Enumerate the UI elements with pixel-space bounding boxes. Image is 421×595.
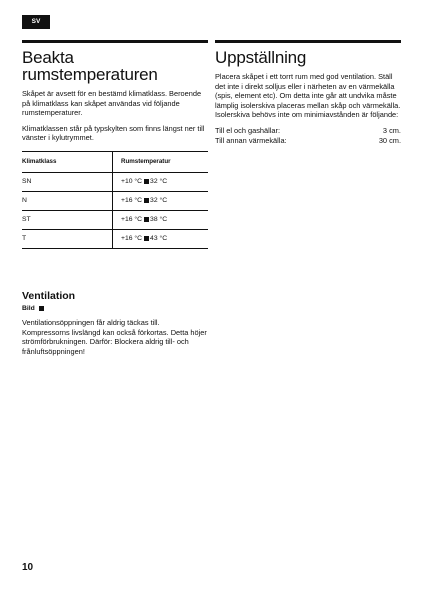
room-temperature-header: Rumstemperatur xyxy=(113,151,209,172)
distance-label: Till annan värmekälla: xyxy=(215,135,287,145)
range-separator-icon xyxy=(144,198,149,203)
class-cell: ST xyxy=(22,210,113,229)
range-separator-icon xyxy=(144,217,149,222)
table-row xyxy=(22,229,208,248)
class-cell: N xyxy=(22,191,113,210)
range-cell xyxy=(113,191,209,210)
ventilation-paragraph: Ventilationsöppningen får aldrig täckas till. Kompressorns livslängd kan också förkortas. Detta höjer strömförbrukningen. Därför: Blockera aldrig till- och frånluftsöppningen! xyxy=(22,318,207,356)
title-line-1: Beakta xyxy=(22,48,74,67)
room-temperature-section xyxy=(22,40,208,249)
range-separator-icon xyxy=(144,179,149,184)
table-row xyxy=(22,191,208,210)
figure-reference xyxy=(22,305,208,312)
distance-value: 3 cm. xyxy=(382,125,401,135)
figure-label: Bild xyxy=(22,305,35,312)
rating-plate-paragraph: Klimatklassen står på typskylten som finns längst ner till vänster i kylutrymmet. xyxy=(22,123,205,143)
range-separator-icon xyxy=(144,236,149,241)
range-to: 32 °C xyxy=(150,178,168,186)
room-temperature-title xyxy=(22,49,208,83)
climate-class-table xyxy=(22,151,208,249)
installation-section xyxy=(215,40,401,145)
range-from: +16 °C xyxy=(121,216,143,224)
distance-label: Till el och gashällar: xyxy=(215,125,281,135)
section-rule xyxy=(215,40,401,43)
ventilation-section xyxy=(22,290,208,362)
ventilation-title: Ventilation xyxy=(22,290,76,302)
range-from: +10 °C xyxy=(121,178,143,186)
title-line-2: rumstemperaturen xyxy=(22,65,158,84)
page-number: 10 xyxy=(22,562,34,573)
class-cell: T xyxy=(22,229,113,248)
distance-row xyxy=(215,126,401,136)
installation-title: Uppställning xyxy=(215,48,307,67)
distance-row xyxy=(215,136,401,146)
language-badge: SV xyxy=(22,15,50,29)
figure-number-icon xyxy=(39,306,44,311)
class-cell: SN xyxy=(22,172,113,191)
section-rule xyxy=(22,40,208,43)
range-cell xyxy=(113,172,209,191)
range-cell xyxy=(113,210,209,229)
range-to: 38 °C xyxy=(150,216,168,224)
climate-class-paragraph: Skåpet är avsett för en bestämd klimatklass. Beroende på klimatklass kan skåpet användas vid följande rumstemperaturer. xyxy=(22,89,202,118)
table-header-row xyxy=(22,151,208,172)
climate-class-header: Klimatklass xyxy=(22,151,113,172)
installation-paragraph: Placera skåpet i ett torrt rum med god ventilation. Ställ det inte i direkt solljus eller i närheten av en värmekälla (spis, element etc). Om detta inte går att undvika måste lämplig isolerskiva placeras mellan skåp och värmekälla. Isolerskiva behövs inte om minimiavstånden är följande: xyxy=(215,72,401,120)
table-row xyxy=(22,210,208,229)
range-from: +16 °C xyxy=(121,235,143,243)
range-to: 32 °C xyxy=(150,197,168,205)
range-from: +16 °C xyxy=(121,197,143,205)
distance-value: 30 cm. xyxy=(378,135,401,145)
table-row xyxy=(22,172,208,191)
range-cell xyxy=(113,229,209,248)
range-to: 43 °C xyxy=(150,235,168,243)
